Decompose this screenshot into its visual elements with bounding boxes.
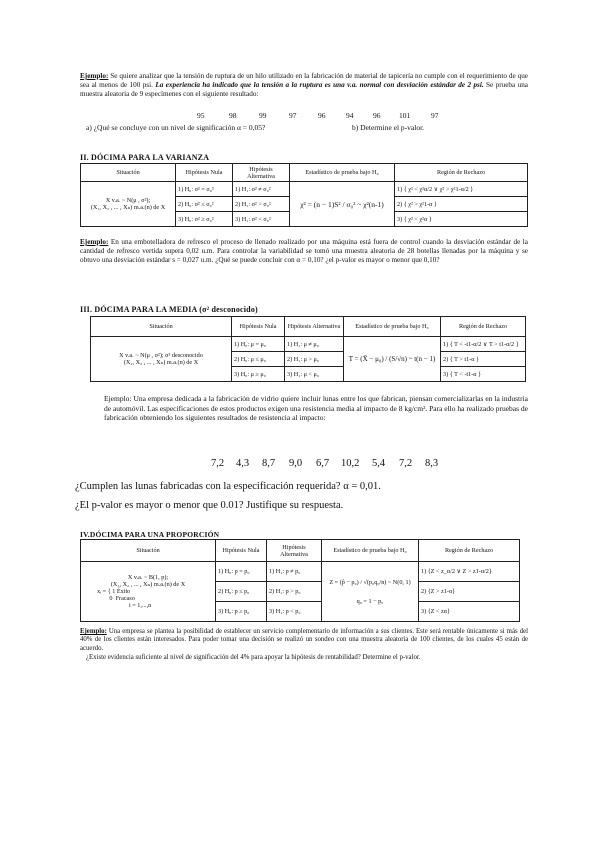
alt-hyp-cell: 3) H₁: μ < μ₀ [285, 367, 344, 382]
situation-cell: X v.a. ~ N(μ , σ²); σ² desconocido (X₁, X₂ , ... , Xₙ) m.a.(n) de X [91, 337, 232, 382]
header-cell: Hipótesis Alternativa [285, 317, 344, 337]
section3-title: III. DÓCIMA PARA LA MEDIA (σ² desconocido) [80, 305, 258, 314]
value: 7,2 [211, 458, 225, 469]
example4-question: ¿Existe evidencia suficiente al nivel de significación del 4% para apoyar la hipótesis de rentabilidad? Determine el p-valor. [86, 654, 421, 661]
header-cell: Región de Rechazo [419, 540, 520, 562]
header-cell: Situación [81, 164, 176, 182]
value: 10,2 [341, 458, 360, 469]
null-hyp-cell: 2) H₀: p ≤ p₀ [216, 582, 267, 602]
example3-paragraph: Ejemplo: Una empresa dedicada a la fabricación de vidrio quiere incluir lunas entre los que fabrican, piensan comercializarlas en la industria de automóvil. Las especificaciones de estos productos exigen una resistencia media al impacto de 8 kg/cm². Para ello ha realizado pruebas de fabricación obteniendo los siguientes resultados de resistencia al impacto: [104, 394, 528, 422]
alt-hyp-cell: 3) H₁: σ² < σ₀² [233, 212, 290, 227]
example1-question-b: b) Determine el p-valor. [352, 123, 425, 132]
section4-title: IV.DÓCIMA PARA UNA PROPORCIÓN [80, 530, 220, 539]
example3-question1: ¿Cumplen las lunas fabricadas con la especificación requerida? α = 0,01. [75, 481, 381, 492]
null-hyp-cell: 3) H₀: p ≥ p₀ [216, 602, 267, 622]
value: 96 [373, 111, 381, 120]
reject-cell: 3) { T < -t1-α } [441, 367, 526, 382]
value: 101 [399, 111, 411, 120]
alt-hyp-cell: 2) H₁: p > p₀ [267, 582, 322, 602]
header-cell: Hipótesis Alternativa [233, 164, 290, 182]
statistic-cell: T = (X̄ − μ₀) / (S/√n) ~ t(n − 1) [344, 337, 441, 382]
header-cell: Región de Rechazo [441, 317, 526, 337]
alt-hyp-cell: 1) H₁: σ² ≠ σ₀² [233, 182, 290, 197]
header-cell: Hipótesis Nula [232, 317, 285, 337]
header-cell: Situación [91, 317, 232, 337]
mean-test-table [90, 316, 526, 382]
variance-test-table [80, 163, 528, 227]
null-hyp-cell: 1) H₀: σ² = σ₀² [176, 182, 233, 197]
header-cell: Región de Rechazo [395, 164, 528, 182]
value: 94 [346, 111, 354, 120]
value: 4,3 [236, 458, 250, 469]
example4-paragraph: Ejemplo: Una empresa se plantea la posibilidad de establecer un servicio complementario de información a sus clientes. Este será rentable únicamente si más del 40% de los clientes están interesados. Para poder tomar una decisión se realizó un sondeo con una muestra aleatoria de 100 clientes, de los cuales 45 están de acuerdo. [80, 628, 528, 652]
reject-cell: 1) {Z < z_α/2 ∨ Z > z1-α/2} [419, 562, 520, 582]
header-cell: Estadístico de prueba bajo H₀ [290, 164, 395, 182]
value: 99 [259, 111, 267, 120]
example1-paragraph: Ejemplo: Se quiere analizar que la tensión de ruptura de un hilo utilizado en la fabricación de material de tapicería no cumple con el requerimiento de que sea al menos de 100 psi. La experiencia ha indicado que la tensión a la ruptura es una v.a. normal con desviación estándar de 2 psi. Se prueba una muestra aleatoria de 9 especímenes con el siguiente resultado: [80, 72, 528, 98]
header-cell: Hipótesis Nula [216, 540, 267, 562]
example2-paragraph: Ejemplo: En una embotelladora de refresco el proceso de llenado realizado por una máquina está fuera de control cuando la desviación estándar de la cantidad de refresco vertida supera 0,02 u.m. Para controlar la variabilidad se tomó una muestra aleatoria de 28 botellas llenadas por la máquina y se obtuvo una desviación estándar s = 0,027 u.m. ¿Qué se puede concluir con α = 0,10? ¿el p-valor es mayor o menor que 0,10? [80, 238, 528, 264]
value: 97 [289, 111, 297, 120]
header-cell: Hipótesis Alternativa [267, 540, 322, 562]
reject-cell: 1) { T < -t1-α/2 ∨ T > t1-α/2 } [441, 337, 526, 352]
alt-hyp-cell: 2) H₁: σ² > σ₀² [233, 197, 290, 212]
value: 9,0 [289, 458, 303, 469]
value: 96 [318, 111, 326, 120]
null-hyp-cell: 3) H₀: σ² ≥ σ₀² [176, 212, 233, 227]
reject-cell: 3) { χ² < χ²α } [395, 212, 528, 227]
situation-cell: X v.a. ~ B(1, p); (X₁, X₂ , ... , Xₙ) m.a.(n) de X xᵢ = { 1 Éxito 0 Fracaso i = 1,...,n [81, 562, 216, 622]
null-hyp-cell: 3) H₀: μ ≥ μ₀ [232, 367, 285, 382]
alt-hyp-cell: 1) H₁: p ≠ p₀ [267, 562, 322, 582]
value: 6,7 [316, 458, 330, 469]
value: 97 [431, 111, 439, 120]
header-cell: Hipótesis Nula [176, 164, 233, 182]
null-hyp-cell: 2) H₀: μ ≤ μ₀ [232, 352, 285, 367]
reject-cell: 2) { χ² > χ²1-α } [395, 197, 528, 212]
value: 5,4 [372, 458, 386, 469]
null-hyp-cell: 2) H₀: σ² ≤ σ₀² [176, 197, 233, 212]
situation-cell: X v.a. ~ N(μ , σ²); (X₁, X₂ , ... , Xₙ) m.a.(n) de X [81, 182, 176, 227]
statistic-cell: Z = (p̂ − p₀) / √(p₀q₀/n) ~ N(0, 1) q₀ = 1 − p₀ [322, 562, 419, 622]
value: 7,2 [399, 458, 413, 469]
reject-cell: 2) {Z > z1-α} [419, 582, 520, 602]
header-cell: Estadístico de prueba bajo H₀ [344, 317, 441, 337]
alt-hyp-cell: 2) H₁: μ > μ₀ [285, 352, 344, 367]
proportion-test-table [80, 539, 520, 622]
section2-title: II. DÓCIMA PARA LA VARIANZA [80, 153, 210, 162]
example3-question2: ¿El p-valor es mayor o menor que 0.01? Justifique su respuesta. [75, 500, 344, 511]
header-cell: Estadístico de prueba bajo H₀ [322, 540, 419, 562]
null-hyp-cell: 1) H₀: μ = μ₀ [232, 337, 285, 352]
reject-cell: 2) { T > t1-α } [441, 352, 526, 367]
value: 8,7 [262, 458, 276, 469]
value: 8,3 [425, 458, 439, 469]
null-hyp-cell: 1) H₀: p = p₀ [216, 562, 267, 582]
example1-question-a: a) ¿Qué se concluye con un nivel de significación α = 0,05? [86, 123, 266, 132]
statistic-cell: χ² = (n − 1)S² / σ₀² ~ χ²(n-1) [290, 182, 395, 227]
header-cell: Situación [81, 540, 216, 562]
alt-hyp-cell: 3) H₁: p < p₀ [267, 602, 322, 622]
alt-hyp-cell: 1) H₁: μ ≠ μ₀ [285, 337, 344, 352]
reject-cell: 3) {Z < zα} [419, 602, 520, 622]
value: 98 [229, 111, 237, 120]
value: 95 [197, 111, 205, 120]
reject-cell: 1) { χ² < χ²α/2 ∨ χ² > χ²1-α/2 } [395, 182, 528, 197]
